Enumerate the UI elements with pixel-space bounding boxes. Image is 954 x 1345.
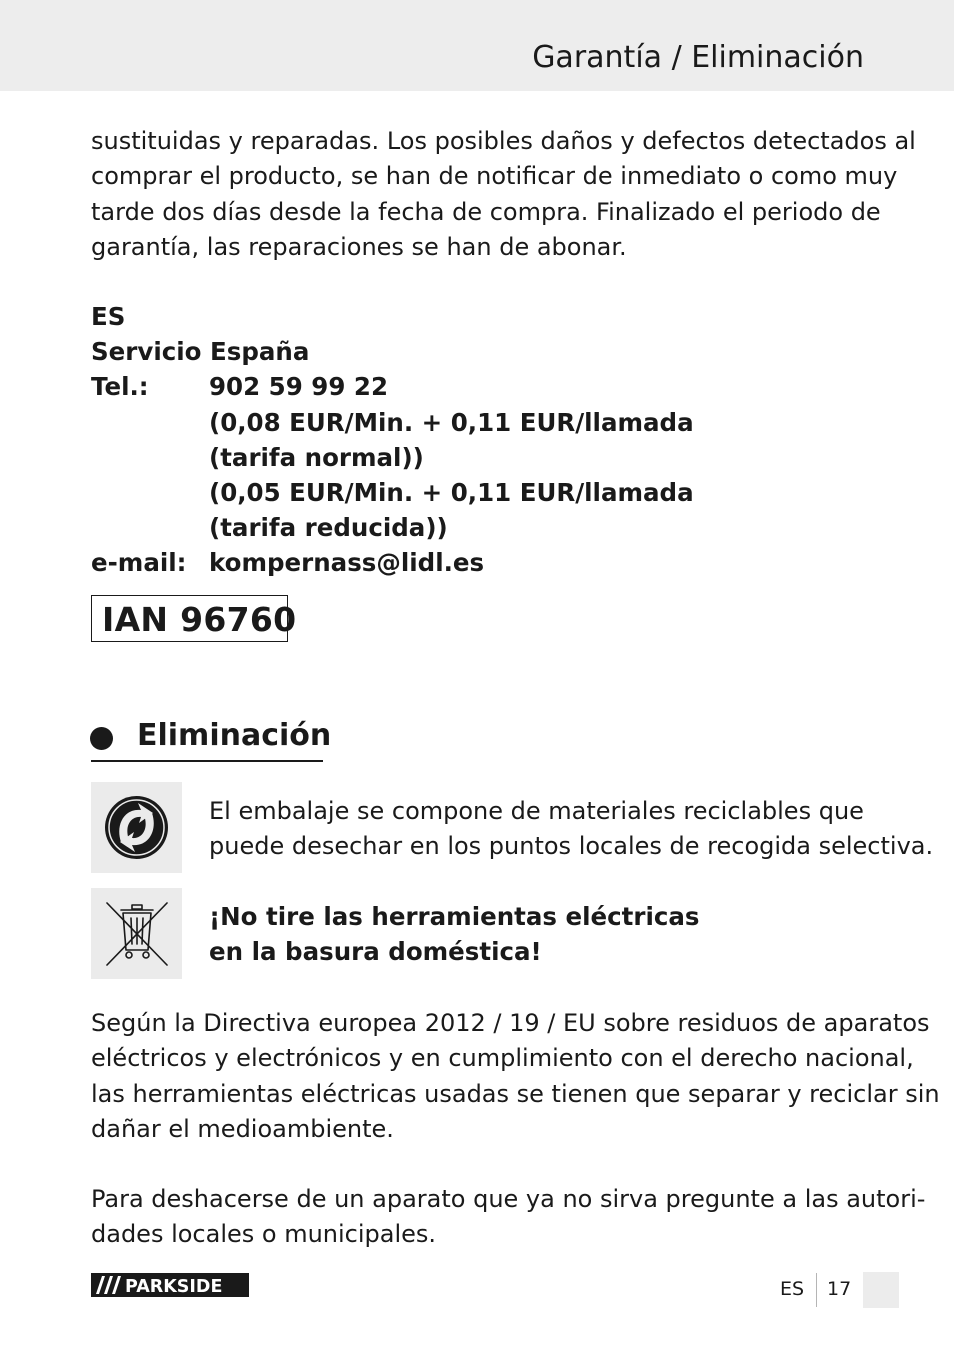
warning-text bbox=[209, 899, 700, 970]
text-line: Para deshacerse de un aparato que ya no sirva pregunte a las autori- bbox=[91, 1185, 926, 1213]
packaging-text bbox=[209, 794, 933, 865]
recycling-icon-box bbox=[91, 782, 182, 873]
crossed-bin-icon bbox=[91, 888, 182, 979]
authorities-paragraph bbox=[91, 1182, 926, 1253]
text-line: puede desechar en los puntos locales de recogida selectiva. bbox=[209, 832, 934, 861]
phone-label: Tel.: bbox=[91, 372, 149, 402]
section-bullet-icon bbox=[90, 727, 113, 750]
service-country: ES bbox=[91, 302, 126, 331]
rate-row bbox=[91, 440, 694, 475]
text-line: Según la Directiva europea 2012 / 19 / EU sobre residuos de aparatos bbox=[91, 1009, 930, 1037]
text-line: dades locales o municipales. bbox=[91, 1220, 437, 1249]
text-line: sustituidas y reparadas. Los posibles daños y defectos detectados al bbox=[91, 127, 916, 155]
footer-tab bbox=[863, 1272, 899, 1308]
page-number: 17 bbox=[827, 1278, 852, 1300]
text-line: garantía, las reparaciones se han de abonar. bbox=[91, 232, 627, 261]
text-line: El embalaje se compone de materiales reciclables que bbox=[209, 797, 864, 825]
phone-number[interactable]: 902 59 99 22 bbox=[209, 372, 389, 402]
rate-normal-line2: (tarifa normal)) bbox=[209, 442, 424, 472]
parkside-logo bbox=[91, 1273, 249, 1297]
service-contact-block bbox=[91, 299, 694, 581]
rate-reduced-line2: (tarifa reducida)) bbox=[209, 513, 448, 543]
section-underline bbox=[91, 760, 323, 762]
rate-row bbox=[91, 405, 694, 440]
text-line: las herramientas eléctricas usadas se tienen que separar y reciclar sin bbox=[91, 1079, 940, 1108]
weee-icon-box bbox=[91, 888, 182, 979]
email-row bbox=[91, 545, 694, 580]
text-line: dañar el medioambiente. bbox=[91, 1114, 394, 1143]
text-line: comprar el producto, se han de notificar de inmediato o como muy bbox=[91, 162, 898, 191]
warranty-paragraph bbox=[91, 124, 916, 265]
email-label: e-mail: bbox=[91, 548, 187, 578]
text-line: eléctricos y electrónicos y en cumplimiento con el derecho nacional, bbox=[91, 1044, 914, 1073]
green-dot-icon bbox=[91, 782, 182, 873]
ian-number: IAN 96760 bbox=[102, 600, 297, 639]
footer-language: ES bbox=[780, 1278, 805, 1300]
page-header-title: Garantía / Eliminación bbox=[532, 40, 864, 75]
footer-divider bbox=[816, 1273, 817, 1307]
ian-box bbox=[91, 595, 297, 642]
text-line: ¡No tire las herramientas eléctricas bbox=[209, 902, 700, 931]
text-line: en la basura doméstica! bbox=[209, 937, 542, 967]
rate-row bbox=[91, 475, 694, 510]
phone-row bbox=[91, 369, 694, 404]
text-line: tarde dos días desde la fecha de compra. Finalizado el periodo de bbox=[91, 197, 881, 226]
rate-row bbox=[91, 510, 694, 545]
directive-paragraph bbox=[91, 1006, 940, 1147]
section-title: Eliminación bbox=[137, 718, 332, 753]
service-name: Servicio España bbox=[91, 337, 310, 367]
email-link[interactable]: kompernass@lidl.es bbox=[209, 548, 485, 578]
rate-normal-line1: (0,08 EUR/Min. + 0,11 EUR/llamada bbox=[209, 407, 694, 437]
brand-text: PARKSIDE bbox=[125, 1277, 223, 1297]
rate-reduced-line1: (0,05 EUR/Min. + 0,11 EUR/llamada bbox=[209, 478, 694, 508]
